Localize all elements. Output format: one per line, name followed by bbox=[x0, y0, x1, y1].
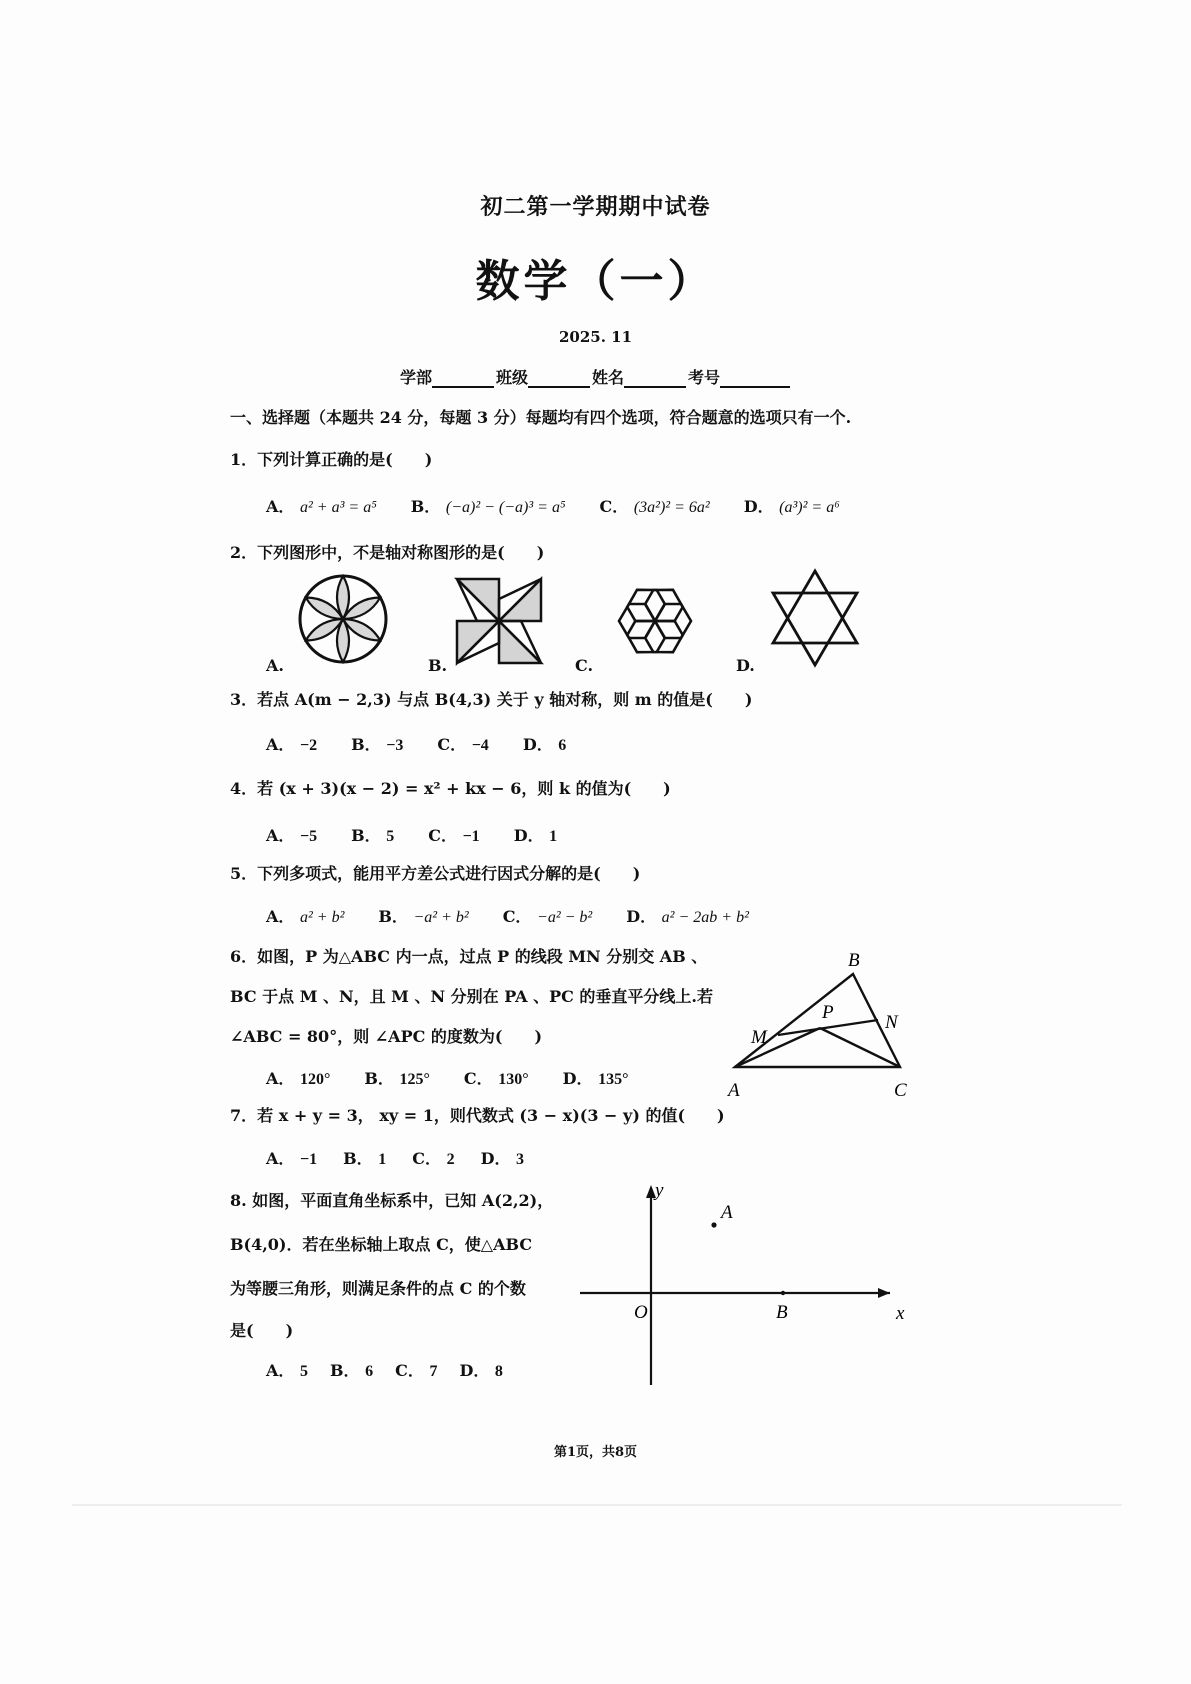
field-label: 姓名 bbox=[592, 368, 625, 387]
exam-date: 2025. 11 bbox=[558, 328, 633, 346]
page-divider bbox=[72, 1504, 1122, 1506]
option-c[interactable]: C． 2 bbox=[412, 1149, 455, 1168]
option-b[interactable]: B． 1 bbox=[343, 1149, 387, 1168]
question-5-stem: 5．下列多项式，能用平方差公式进行因式分解的是( ) bbox=[230, 864, 641, 883]
point-a-dot bbox=[711, 1222, 716, 1227]
option-a[interactable]: A． −1 bbox=[266, 1149, 318, 1168]
point-m-label: M bbox=[751, 1027, 767, 1048]
question-8-stem-line-1: 8. 如图，平面直角坐标系中，已知 A(2,2)， bbox=[230, 1191, 554, 1210]
page-number: 第1页，共8页 bbox=[553, 1445, 638, 1460]
option-b[interactable]: B． 5 bbox=[351, 826, 395, 845]
question-7-stem: 7．若 x + y = 3， xy = 1，则代数式 (3 − x)(3 − y) 的值( ) bbox=[230, 1106, 725, 1125]
option-c[interactable]: C． −a² − b² bbox=[502, 907, 593, 926]
option-a[interactable]: A． a² + b² bbox=[266, 907, 345, 926]
point-n-label: N bbox=[885, 1012, 898, 1033]
option-c[interactable]: C． 130° bbox=[463, 1069, 529, 1088]
field-label: 考号 bbox=[688, 368, 721, 387]
y-axis-label: y bbox=[655, 1180, 664, 1201]
question-6-stem-line-3: ∠ABC = 80°，则 ∠APC 的度数为( ) bbox=[230, 1027, 543, 1046]
question-6-stem-line-1: 6．如图，P 为△ABC 内一点，过点 P 的线段 MN 分别交 AB 、 bbox=[230, 947, 708, 966]
option-b[interactable]: B． 125° bbox=[364, 1069, 430, 1088]
field-label: 班级 bbox=[496, 368, 529, 387]
option-a[interactable]: A． −2 bbox=[266, 735, 318, 754]
question-2-stem: 2．下列图形中，不是轴对称图形的是( ) bbox=[230, 543, 545, 562]
option-a[interactable]: A． 5 bbox=[266, 1361, 308, 1380]
exam-subtitle: 初二第一学期期中试卷 bbox=[480, 194, 711, 220]
point-a-label: A bbox=[728, 1080, 740, 1101]
point-b-label: B bbox=[848, 950, 860, 971]
question-4-stem: 4．若 (x + 3)(x − 2) = x² + kx − 6，则 k 的值为( ) bbox=[230, 779, 671, 798]
option-c[interactable]: C． −1 bbox=[428, 826, 480, 845]
option-c[interactable]: C． 7 bbox=[395, 1361, 438, 1380]
option-a[interactable]: A． −5 bbox=[266, 826, 318, 845]
section-heading: 一、选择题（本题共 24 分，每题 3 分）每题均有四个选项，符合题意的选项只有一个. bbox=[230, 408, 852, 427]
question-1-stem: 1．下列计算正确的是( ) bbox=[230, 450, 433, 469]
option-b-label[interactable]: B. bbox=[428, 656, 448, 675]
option-d-label[interactable]: D. bbox=[736, 656, 755, 675]
exam-title: 数学（一） bbox=[475, 256, 716, 307]
option-c[interactable]: C． −4 bbox=[437, 735, 489, 754]
question-6-stem-line-2: BC 于点 M 、N，且 M 、N 分别在 PA 、PC 的垂直平分线上.若 bbox=[230, 987, 713, 1006]
option-b[interactable]: B． −a² + b² bbox=[378, 907, 469, 926]
origin-label: O bbox=[634, 1302, 648, 1323]
question-8-stem-line-3: 为等腰三角形，则满足条件的点 C 的个数 bbox=[230, 1279, 526, 1298]
option-c-label[interactable]: C. bbox=[575, 656, 594, 675]
option-d[interactable]: D． 135° bbox=[562, 1069, 629, 1088]
point-b-dot bbox=[781, 1291, 785, 1295]
option-d[interactable]: D． 1 bbox=[513, 826, 558, 845]
x-axis-label: x bbox=[896, 1303, 905, 1324]
option-a[interactable]: A． 120° bbox=[266, 1069, 331, 1088]
option-b[interactable]: B． 6 bbox=[330, 1361, 374, 1380]
option-a[interactable]: A． a² + a³ = a⁵ bbox=[266, 497, 377, 516]
point-b-label: B bbox=[776, 1302, 788, 1323]
point-c-label: C bbox=[894, 1080, 907, 1101]
field-label: 学部 bbox=[400, 368, 433, 387]
option-c[interactable]: C． (3a²)² = 6a² bbox=[599, 497, 710, 516]
question-3-stem: 3．若点 A(m − 2,3) 与点 B(4,3) 关于 y 轴对称，则 m 的值是( ) bbox=[230, 690, 753, 709]
option-d[interactable]: D． 8 bbox=[459, 1361, 503, 1380]
option-b[interactable]: B． (−a)² − (−a)³ = a⁵ bbox=[410, 497, 566, 516]
option-d[interactable]: D． 6 bbox=[522, 735, 567, 754]
question-8-stem-line-2: B(4,0)．若在坐标轴上取点 C，使△ABC bbox=[230, 1235, 533, 1254]
point-a-label: A bbox=[721, 1202, 733, 1223]
question-8-stem-line-4: 是( ) bbox=[230, 1321, 294, 1340]
option-d[interactable]: D． 3 bbox=[480, 1149, 525, 1168]
option-d[interactable]: D． (a³)² = a⁶ bbox=[743, 497, 840, 516]
point-p-label: P bbox=[822, 1002, 834, 1023]
option-b[interactable]: B． −3 bbox=[351, 735, 404, 754]
option-d[interactable]: D． a² − 2ab + b² bbox=[626, 907, 749, 926]
option-a-label[interactable]: A. bbox=[266, 656, 284, 675]
